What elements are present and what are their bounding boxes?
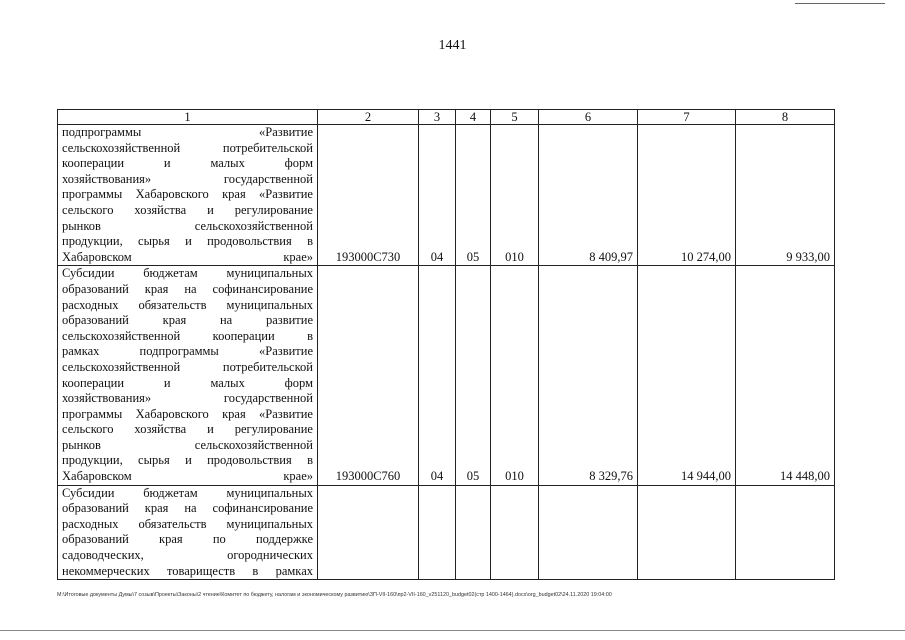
description-line: программы Хабаровского края «Развитие bbox=[62, 187, 313, 202]
header-col-8: 8 bbox=[736, 110, 835, 125]
subsection-code: 05 bbox=[456, 266, 491, 485]
description-line: кооперации и малых форм bbox=[62, 156, 313, 171]
expense-type-code: 010 bbox=[491, 266, 539, 485]
subsection-code bbox=[456, 485, 491, 580]
description-line: Субсидии бюджетам муниципальных bbox=[62, 266, 313, 281]
subsection-code: 05 bbox=[456, 125, 491, 266]
header-col-2: 2 bbox=[318, 110, 419, 125]
description-line: сельскохозяйственной потребительской bbox=[62, 359, 313, 374]
description-line: расходных обязательств муниципальных bbox=[62, 516, 313, 531]
amount-col-6: 8 409,97 bbox=[539, 125, 638, 266]
amount-col-6 bbox=[539, 485, 638, 580]
description-line: некоммерческих товариществ в рамках bbox=[62, 563, 313, 578]
amount-col-6: 8 329,76 bbox=[539, 266, 638, 485]
header-col-7: 7 bbox=[638, 110, 736, 125]
table-row bbox=[58, 485, 835, 580]
header-col-1: 1 bbox=[58, 110, 318, 125]
description-line: подпрограммы «Развитие bbox=[62, 125, 313, 139]
description-line: сельскохозяйственной кооперации в bbox=[62, 328, 313, 343]
description-line: продукции, сырья и продовольствия в bbox=[62, 234, 313, 249]
amount-col-8 bbox=[736, 485, 835, 580]
header-col-6: 6 bbox=[539, 110, 638, 125]
section-code: 04 bbox=[419, 125, 456, 266]
description-line: образований края на софинансирование bbox=[62, 501, 313, 516]
description-line: расходных обязательств муниципальных bbox=[62, 297, 313, 312]
budget-table bbox=[57, 109, 835, 580]
section-code bbox=[419, 485, 456, 580]
target-article-code: 193000С760 bbox=[318, 266, 419, 485]
expense-type-code bbox=[491, 485, 539, 580]
amount-col-8: 9 933,00 bbox=[736, 125, 835, 266]
description-line: кооперации и малых форм bbox=[62, 375, 313, 390]
amount-col-7 bbox=[638, 485, 736, 580]
top-rule bbox=[795, 3, 885, 4]
description-line: хозяйствования» государственной bbox=[62, 391, 313, 406]
bottom-rule bbox=[0, 630, 905, 631]
description-line: сельскохозяйственной потребительской bbox=[62, 140, 313, 155]
header-row bbox=[58, 110, 835, 125]
description-line: образований края на софинансирование bbox=[62, 281, 313, 296]
expense-type-code: 010 bbox=[491, 125, 539, 266]
description-line: сельского хозяйства и регулирование bbox=[62, 422, 313, 437]
section-code: 04 bbox=[419, 266, 456, 485]
target-article-code: 193000С730 bbox=[318, 125, 419, 266]
page-number: 1441 bbox=[438, 38, 467, 53]
row-description bbox=[58, 125, 318, 266]
description-line: Субсидии бюджетам муниципальных bbox=[62, 485, 313, 500]
row-description bbox=[58, 266, 318, 485]
description-line: образований края по поддержке bbox=[62, 532, 313, 547]
row-description bbox=[58, 485, 318, 580]
description-line: образований края на развитие bbox=[62, 313, 313, 328]
description-line: Хабаровском крае» bbox=[62, 469, 313, 484]
header-col-5: 5 bbox=[491, 110, 539, 125]
header-col-3: 3 bbox=[419, 110, 456, 125]
description-line: сельского хозяйства и регулирование bbox=[62, 202, 313, 217]
amount-col-7: 10 274,00 bbox=[638, 125, 736, 266]
description-line: рамках подпрограммы «Развитие bbox=[62, 344, 313, 359]
description-line: рынков сельскохозяйственной bbox=[62, 437, 313, 452]
footer-file-path: M:\Итоговые документы Думы\7 созыв\Проекты\Законы\2 чтение\Комитет по бюджету, налогам и экономическому развитию\ЗП-VII-160\пр2-VII-160_v251120_budget02(стр 1400-1464).docx\org_budget02\24.11.2020 19:04:00 bbox=[57, 592, 612, 598]
description-line: программы Хабаровского края «Развитие bbox=[62, 406, 313, 421]
description-line: рынков сельскохозяйственной bbox=[62, 218, 313, 233]
amount-col-7: 14 944,00 bbox=[638, 266, 736, 485]
target-article-code bbox=[318, 485, 419, 580]
table-row bbox=[58, 266, 835, 485]
description-line: хозяйствования» государственной bbox=[62, 171, 313, 186]
description-line: продукции, сырья и продовольствия в bbox=[62, 453, 313, 468]
amount-col-8: 14 448,00 bbox=[736, 266, 835, 485]
header-col-4: 4 bbox=[456, 110, 491, 125]
description-line: Хабаровском крае» bbox=[62, 249, 313, 264]
table-row bbox=[58, 125, 835, 266]
description-line: садоводческих, огороднических bbox=[62, 548, 313, 563]
